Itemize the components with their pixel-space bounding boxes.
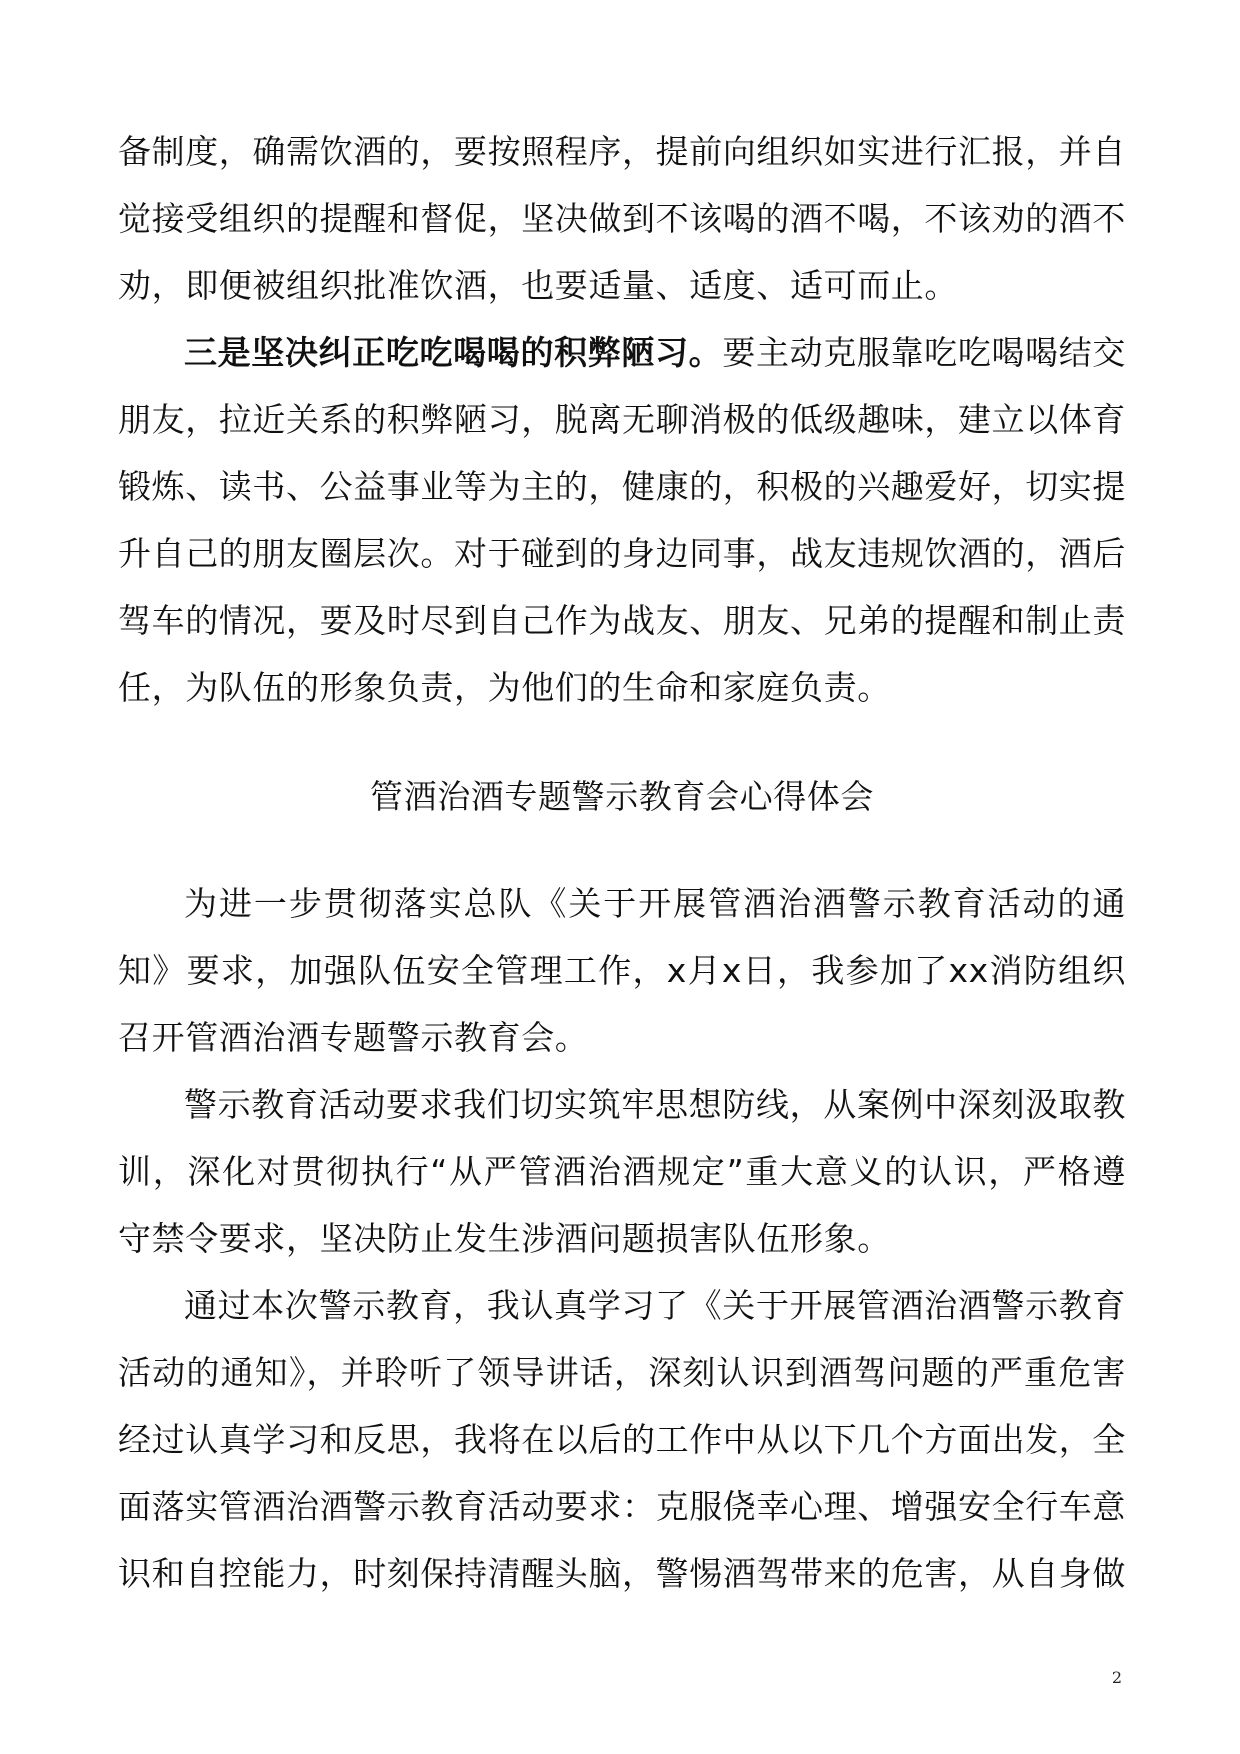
paragraph-reflection: [118, 1272, 1126, 1607]
paragraph-continued: [118, 118, 1126, 319]
paragraph-intro: [118, 870, 1126, 1071]
paragraph-text: 通过本次警示教育，我认真学习了《关于开展管酒治酒警示教育活动的通知》，并聆听了领导讲话，深刻认识到酒驾问题的严重危害经过认真学习和反思，我将在以后的工作中从以下几个方面出发，全面落实管酒治酒警示教育活动要求：克服侥幸心理、增强安全行车意识和自控能力，时刻保持清醒头脑，警惕酒驾带来的危害，从自身做: [118, 1286, 1126, 1593]
paragraph-requirements: [118, 1071, 1126, 1272]
paragraph-text: 要主动克服靠吃吃喝喝结交朋友，拉近关系的积弊陋习，脱离无聊消极的低级趣味，建立以体育锻炼、读书、公益事业等为主的，健康的，积极的兴趣爱好，切实提升自己的朋友圈层次。对于碰到的身边同事，战友违规饮酒的，酒后驾车的情况，要及时尽到自己作为战友、朋友、兄弟的提醒和制止责任，为队伍的形象负责，为他们的生命和家庭负责。: [118, 333, 1126, 707]
paragraph-text: 备制度，确需饮酒的，要按照程序，提前向组织如实进行汇报，并自觉接受组织的提醒和督促，坚决做到不该喝的酒不喝，不该劝的酒不劝，即便被组织批准饮酒，也要适量、适度、适可而止。: [118, 132, 1126, 305]
paragraph-lead-heading: 三是坚决纠正吃吃喝喝的积弊陋习。: [184, 333, 723, 372]
paragraph-point-three: [118, 319, 1126, 721]
document-body: [118, 118, 1126, 1607]
paragraph-text: 为进一步贯彻落实总队《关于开展管酒治酒警示教育活动的通知》要求，加强队伍安全管理工作，x月x日，我参加了xx消防组织召开管酒治酒专题警示教育会。: [118, 884, 1126, 1057]
paragraph-text: 警示教育活动要求我们切实筑牢思想防线，从案例中深刻汲取教训，深化对贯彻执行“从严管酒治酒规定”重大意义的认识，严格遵守禁令要求，坚决防止发生涉酒问题损害队伍形象。: [118, 1085, 1126, 1258]
page-number: 2: [1111, 1668, 1122, 1687]
section-title: 管酒治酒专题警示教育会心得体会: [370, 777, 874, 816]
